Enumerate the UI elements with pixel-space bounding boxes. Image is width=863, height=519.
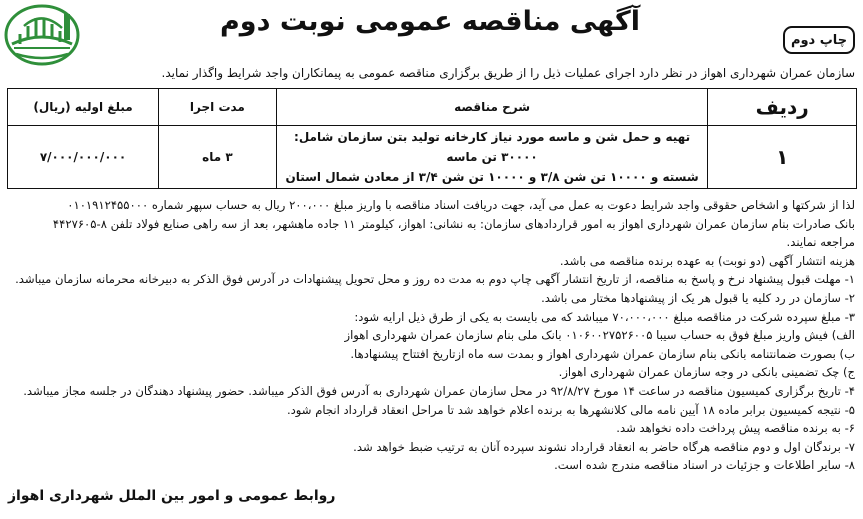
cell-duration: ۳ ماه	[159, 126, 277, 189]
table-header-row	[8, 89, 857, 126]
body-line: ۳- مبلغ سپرده شرکت در مناقصه مبلغ ۷۰،۰۰۰،۰۰۰ میباشد که می بایست به یکی از طرق ذیل ارایه شود:	[354, 309, 855, 324]
intro-text: سازمان عمران شهرداری اهواز در نظر دارد اجرای عملیات ذیل را از طریق برگزاری مناقصه عمومی به پیمانکاران واجد شرایط واگذار نماید.	[161, 66, 855, 80]
table-row	[8, 126, 857, 189]
body-line: ۵- نتیجه کمیسیون برابر ماده ۱۸ آیین نامه مالی کلانشهرها به برنده اعلام خواهد شد تا مراحل انعقاد قرارداد انجام شود.	[286, 402, 855, 417]
body-line: ۴- تاریخ برگزاری کمیسیون مناقصه در ساعت ۱۴ مورخ ۹۲/۸/۲۷ در محل سازمان عمران شهرداری به آدرس فوق الذکر میباشد. حضور پیشنهاد دهندگان در جلسه مجاز میباشد.	[23, 383, 855, 398]
description-line-2: شسته و ۱۰۰۰۰ تن شن ۳/۸ و ۱۰۰۰۰ تن شن ۳/۴ از معادن شمال استان	[285, 170, 699, 184]
page-title: آگهی مناقصه عمومی نوبت دوم	[220, 6, 640, 37]
municipality-logo-icon	[4, 4, 80, 66]
conditions-body	[5, 196, 855, 475]
body-line: ۶- به برنده مناقصه پیش پرداخت داده نخواهد شد.	[616, 421, 855, 436]
body-line: مراجعه نمایند.	[786, 235, 855, 250]
body-line: ۷- برندگان اول و دوم مناقصه هرگاه حاضر به انعقاد قرارداد نشوند سپرده آنان به ترتیب ضبط خواهد شد.	[353, 439, 855, 454]
body-line: الف) فیش واریز مبلغ فوق به حساب سیبا ۰۱۰۶۰۰۲۷۵۲۶۰۰۵ بانک ملی بنام سازمان عمران شهرداری اهواز	[344, 328, 855, 343]
footer-signature: روابط عمومی و امور بین الملل شهرداری اهواز	[8, 488, 336, 504]
body-line: ۱- مهلت قبول پیشنهاد نرخ و پاسخ به مناقصه، از تاریخ انتشار آگهی چاپ دوم به مدت ده روز و محل تحویل پیشنهادات در آدرس فوق الذکر به دبیرخانه محرمانه سازمان میباشد.	[15, 272, 855, 287]
cell-amount: ۷/۰۰۰/۰۰۰/۰۰۰	[8, 126, 159, 189]
cell-row-number: ۱	[708, 126, 857, 189]
tender-table	[7, 88, 857, 189]
body-line: لذا از شرکتها و اشخاص حقوقی واجد شرایط دعوت به عمل می آید، جهت دریافت اسناد مناقصه با واریز مبلغ ۲۰۰،۰۰۰ ریال به حساب سپهر شماره ۰۱۰۱۹۱۲۴۵۵۰۰۰	[67, 198, 855, 212]
cell-description	[276, 126, 708, 189]
header-row-number: ردیف	[708, 89, 857, 126]
print-edition-badge: چاپ دوم	[783, 26, 855, 54]
header-description: شرح مناقصه	[276, 89, 708, 126]
body-line: ج) چک تضمینی بانکی در وجه سازمان عمران شهرداری اهواز.	[558, 365, 855, 380]
body-line: ۲- سازمان در رد کلیه یا قبول هر یک از پیشنهادها مختار می باشد.	[541, 290, 855, 305]
body-line: ب) بصورت ضمانتنامه بانکی بنام سازمان عمران شهرداری اهواز و بمدت سه ماه ازتاریخ افتتاح پیشنهادها.	[350, 346, 855, 361]
body-line: ۸- سایر اطلاعات و جزئیات در اسناد مناقصه مندرج شده است.	[554, 458, 855, 473]
header-amount: مبلغ اولیه (ریال)	[8, 89, 159, 126]
description-line-1: تهیه و حمل شن و ماسه مورد نیاز کارخانه تولید بتن سازمان شامل: ۳۰۰۰۰ تن ماسه	[294, 130, 691, 164]
body-line: هزینه انتشار آگهی (دو نوبت) به عهده برنده مناقصه می باشد.	[559, 253, 855, 268]
header-duration: مدت اجرا	[159, 89, 277, 126]
body-line: بانک صادرات بنام سازمان عمران شهرداری اهواز به امور قراردادهای سازمان: به نشانی: اهواز، کیلومتر ۱۱ جاده ماهشهر، بعد از سه راهی صنایع فولاد تلفن ۸-۴۴۲۷۶۰۵	[52, 216, 855, 231]
